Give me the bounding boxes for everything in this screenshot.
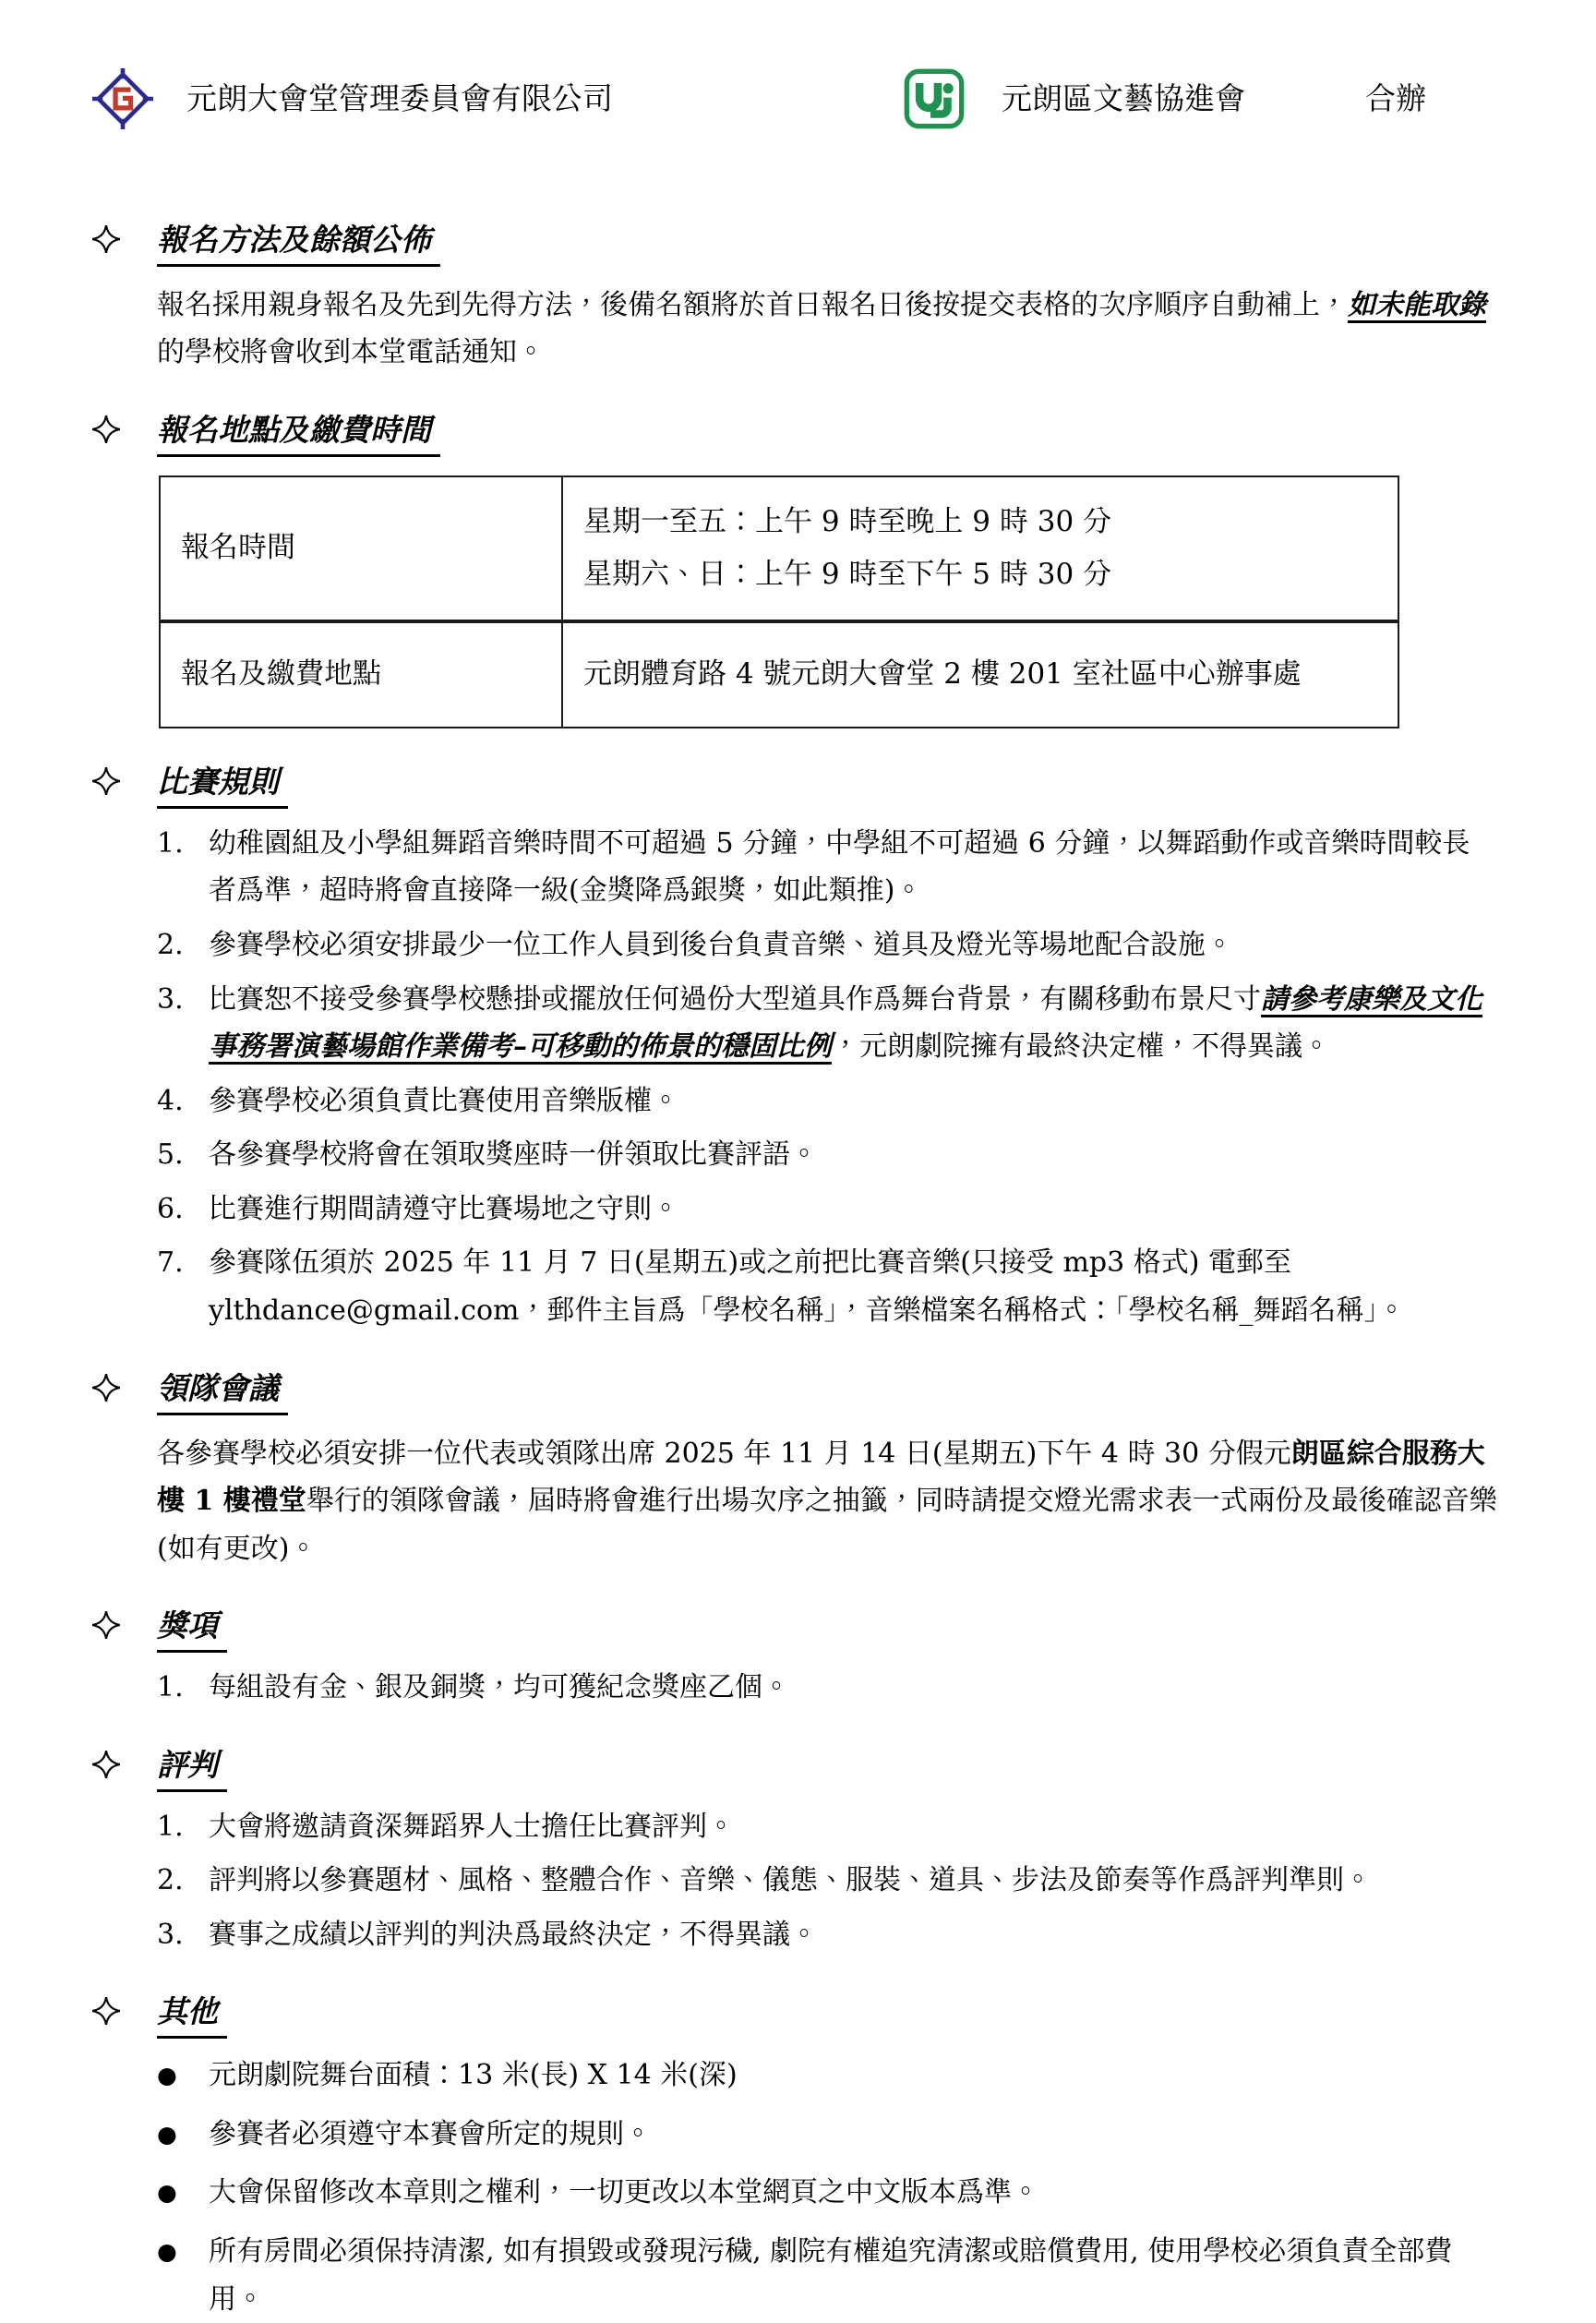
org2-name: 元朗區文藝協進會 — [1002, 79, 1245, 116]
header — [92, 0, 1507, 129]
section-title: 報名地點及繳費時間 — [157, 408, 440, 457]
item-text: 參賽者必須遵守本賽會所定的規則。 — [209, 2117, 652, 2150]
rule-item — [157, 976, 1507, 1071]
section-title: 其他 — [157, 1990, 227, 2039]
rule-item — [157, 1239, 1507, 1334]
item-text: 賽事之成績以評判的判決爲最終決定，不得異議。 — [209, 1918, 818, 1951]
section-registration-location — [92, 408, 1507, 728]
bullet-dot-icon: ● — [157, 2179, 177, 2207]
item-text: 參賽學校必須安排最少一位工作人員到後台負責音樂、道具及燈光等場地配合設施。 — [209, 928, 1233, 961]
table-cell-label: 報名時間 — [160, 476, 562, 621]
item-number: 1. — [157, 1810, 184, 1843]
intro-run-2: 的學校將會收到本堂電話通知。 — [157, 336, 545, 369]
others-list — [157, 2052, 1507, 2323]
judge-item — [157, 1857, 1507, 1905]
item-text — [209, 976, 1492, 1071]
rule3-run-1: 比賽恕不接受參賽學校懸掛或擺放任何過份大型道具作爲舞台背景，有關移動布景尺寸 — [209, 982, 1261, 1016]
other-item — [157, 2052, 1507, 2100]
item-text: 元朗劇院舞台面積：13 米(長) X 14 米(深) — [209, 2059, 738, 2092]
other-item — [157, 2228, 1507, 2323]
rule-item — [157, 820, 1507, 915]
rule3-run-emphasis: 請參考康樂及文化事務署演藝場館作業備考–可移動的佈景的穩固比例 — [209, 982, 1482, 1064]
rule-item — [157, 921, 1507, 969]
intro-paragraph — [157, 282, 1507, 377]
item-text: 所有房間必須保持清潔, 如有損毀或發現污穢, 劇院有權追究清潔或賠償費用, 使用學校必須負責全部費用。 — [209, 2234, 1453, 2316]
rule-item — [157, 1077, 1507, 1125]
section-leaders-meeting — [92, 1366, 1507, 1573]
item-text: 每組設有金、銀及銅獎，均可獲紀念獎座乙個。 — [209, 1671, 790, 1704]
town-hall-logo-icon — [92, 68, 153, 129]
item-text: 大會將邀請資深舞蹈界人士擔任比賽評判。 — [209, 1810, 735, 1843]
item-text: 幼稚園組及小學組舞蹈音樂時間不可超過 5 分鐘，中學組不可超過 6 分鐘，以舞蹈動作或音樂時間較長者爲準，超時將會直接降一級(金獎降爲銀獎，如此類推)。 — [209, 826, 1470, 908]
four-pointed-star-icon — [92, 1604, 157, 1639]
bullet-dot-icon: ● — [157, 2237, 177, 2265]
rule-item — [157, 1186, 1507, 1234]
section-competition-rules — [92, 760, 1507, 1335]
rule3-run-2: ，元朗劇院擁有最終決定權，不得異議。 — [832, 1030, 1330, 1064]
other-item — [157, 2111, 1507, 2159]
other-item — [157, 2169, 1507, 2217]
four-pointed-star-icon — [92, 408, 157, 443]
section-judges — [92, 1743, 1507, 1959]
bullet-dot-icon: ● — [157, 2120, 177, 2148]
awards-list — [157, 1664, 1507, 1712]
meeting-paragraph — [157, 1430, 1507, 1573]
section-title: 獎項 — [157, 1604, 227, 1653]
section-title: 比賽規則 — [157, 760, 288, 809]
item-number: 6. — [157, 1192, 184, 1225]
four-pointed-star-icon — [92, 1366, 157, 1402]
meeting-run-1: 各參賽學校必須安排一位代表或領隊出席 2025 年 11 月 14 日(星期五)下午 4 時 30 分假元 — [157, 1437, 1291, 1470]
judge-item — [157, 1911, 1507, 1959]
table-row — [160, 476, 1398, 621]
table-row — [160, 621, 1398, 728]
item-text: 各參賽學校將會在領取獎座時一併領取比賽評語。 — [209, 1138, 818, 1172]
section-awards — [92, 1604, 1507, 1711]
award-item — [157, 1664, 1507, 1712]
four-pointed-star-icon — [92, 1743, 157, 1778]
section-title: 評判 — [157, 1743, 227, 1792]
intro-run-emphasis: 如未能取錄 — [1348, 288, 1486, 321]
meeting-run-2: 舉行的領隊會議，屆時將會進行出場次序之抽籤，同時請提交燈光需求表一式兩份及最後確認音樂(如有更改)。 — [157, 1485, 1497, 1565]
item-number: 1. — [157, 826, 184, 860]
judges-list — [157, 1803, 1507, 1959]
four-pointed-star-icon — [92, 1990, 157, 2025]
item-number: 3. — [157, 982, 184, 1016]
rules-list — [157, 820, 1507, 1335]
section-title: 領隊會議 — [157, 1366, 288, 1415]
meeting-run-venue: 朗區綜合服務大樓 1 樓禮堂 — [157, 1437, 1485, 1518]
item-text: 評判將以參賽題材、風格、整體合作、音樂、儀態、服裝、道具、步法及節奏等作爲評判準則。 — [209, 1864, 1372, 1897]
rule-item — [157, 1131, 1507, 1179]
table-cell-label: 報名及繳費地點 — [160, 621, 562, 728]
item-number: 2. — [157, 928, 184, 961]
section-title: 報名方法及餘額公佈 — [157, 218, 440, 267]
four-pointed-star-icon — [92, 760, 157, 795]
item-number: 3. — [157, 1918, 184, 1951]
intro-run-1: 報名採用親身報名及先到先得方法，後備名額將於首日報名日後按提交表格的次序順序自動補上， — [157, 288, 1348, 321]
registration-table — [159, 475, 1399, 728]
arts-association-logo-icon — [904, 68, 965, 129]
item-number: 2. — [157, 1864, 184, 1897]
item-number: 7. — [157, 1246, 184, 1280]
item-number: 5. — [157, 1138, 184, 1172]
item-text: 比賽進行期間請遵守比賽場地之守則。 — [209, 1192, 679, 1225]
section-registration-method — [92, 218, 1507, 377]
item-number: 1. — [157, 1671, 184, 1704]
section-others — [92, 1990, 1507, 2323]
item-number: 4. — [157, 1084, 184, 1117]
item-text: 大會保留修改本章則之權利，一切更改以本堂網頁之中文版本爲準。 — [209, 2176, 1039, 2209]
table-cell-value: 元朗體育路 4 號元朗大會堂 2 樓 201 室社區中心辦事處 — [562, 621, 1398, 728]
bullet-dot-icon: ● — [157, 2062, 177, 2089]
hours-weekday: 星期一至五：上午 9 時至晚上 9 時 30 分 — [583, 504, 1112, 538]
judge-item — [157, 1803, 1507, 1851]
cohost-label: 合辦 — [1365, 79, 1426, 116]
org1-name: 元朗大會堂管理委員會有限公司 — [186, 79, 613, 116]
item-text: 參賽學校必須負責比賽使用音樂版權。 — [209, 1084, 679, 1117]
hours-weekend: 星期六、日：上午 9 時至下午 5 時 30 分 — [583, 557, 1112, 591]
four-pointed-star-icon — [92, 218, 157, 253]
table-cell-value — [562, 476, 1398, 621]
item-text: 參賽隊伍須於 2025 年 11 月 7 日(星期五)或之前把比賽音樂(只接受 mp3 格式) 電郵至 ylthdance@gmail.com，郵件主旨爲「學校名稱」，音樂檔案名稱格式：「學校名稱_舞蹈名稱」。 — [209, 1246, 1406, 1328]
